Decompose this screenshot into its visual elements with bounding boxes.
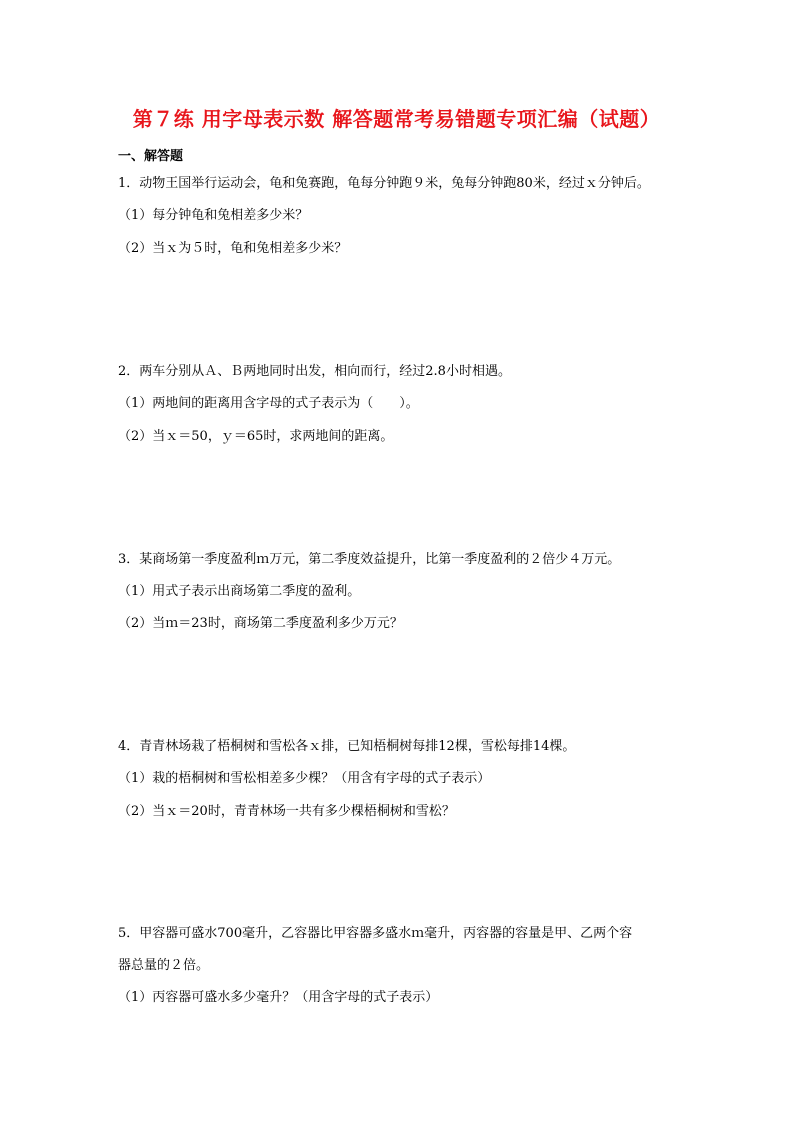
question-4-part-2: （2）当ｘ＝20时，青青林场一共有多少棵梧桐树和雪松？ [118,804,455,819]
question-1-stem: 1．动物王国举行运动会，龟和兔赛跑，龟每分钟跑９米，兔每分钟跑80米，经过ｘ分钟后。 [118,176,650,191]
page-title: 第７练 用字母表示数 解答题常考易错题专项汇编（试题） [132,107,661,131]
question-3-stem: 3．某商场第一季度盈利ｍ万元，第二季度效益提升，比第一季度盈利的２倍少４万元。 [118,552,621,567]
question-2-part-1: （1）两地间的距离用含字母的式子表示为（ ）。 [118,396,419,411]
question-2-part-2: （2）当ｘ＝50，ｙ＝65时，求两地间的距离。 [118,429,394,444]
question-5-stem-continued: 器总量的２倍。 [118,958,210,973]
question-5-part-1: （1）丙容器可盛水多少毫升？（用含字母的式子表示） [118,990,439,1005]
section-heading: 一、解答题 [118,149,184,164]
question-3-part-2: （2）当ｍ＝23时，商场第二季度盈利多少万元？ [118,616,403,631]
question-3-part-1: （1）用式子表示出商场第二季度的盈利。 [118,584,361,599]
question-4-stem: 4．青青林场栽了梧桐树和雪松各ｘ排，已知梧桐树每排12棵，雪松每排14棵。 [118,739,576,754]
question-5-stem: 5．甲容器可盛水700毫升，乙容器比甲容器多盛水ｍ毫升，丙容器的容量是甲、乙两个容 [118,926,633,941]
question-1-part-1: （1）每分钟龟和兔相差多少米？ [118,208,309,223]
question-4-part-1: （1）栽的梧桐树和雪松相差多少棵？（用含有字母的式子表示） [118,771,491,786]
question-1-part-2: （2）当ｘ为５时，龟和兔相差多少米？ [118,241,348,256]
question-2-stem: 2．两车分别从Ａ、Ｂ两地同时出发，相向而行，经过2.8小时相遇。 [118,364,511,379]
